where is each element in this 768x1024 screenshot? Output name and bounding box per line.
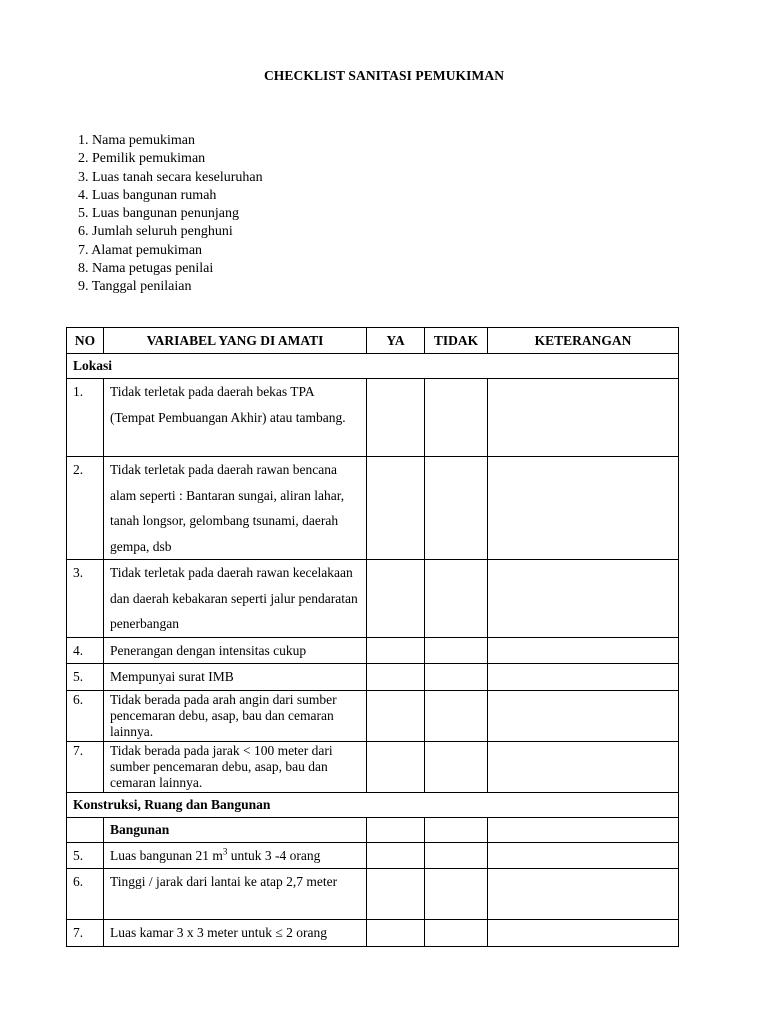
tidak-cell[interactable] [425,637,488,664]
row-variable: Tidak berada pada jarak < 100 meter dari sumber pencemaran debu, asap, bau dan cemaran lainnya. [104,741,367,792]
tidak-cell[interactable] [425,842,488,869]
info-item: 5. Luas bangunan penunjang [78,206,239,222]
info-list [78,132,263,297]
ya-cell[interactable] [367,457,425,560]
info-item: 7. Alamat pemukiman [78,242,203,258]
tidak-cell[interactable] [425,920,488,947]
keterangan-cell[interactable] [488,664,679,691]
row-number [67,817,104,842]
row-variable: Tinggi / jarak dari lantai ke atap 2,7 meter [104,869,367,920]
ya-cell[interactable] [367,664,425,691]
row-number: 3. [67,560,104,638]
ya-cell[interactable] [367,379,425,457]
ya-cell[interactable] [367,842,425,869]
row-variable: Tidak berada pada arah angin dari sumber pencemaran debu, asap, bau dan cemaran lainnya. [104,690,367,741]
table-row [67,457,679,560]
tidak-cell[interactable] [425,664,488,691]
section-row-lokasi [67,354,679,379]
tidak-cell[interactable] [425,869,488,920]
table-row [67,560,679,638]
info-item: 9. Tanggal penilaian [78,279,192,295]
ya-cell[interactable] [367,920,425,947]
ya-cell[interactable] [367,869,425,920]
row-variable: Mempunyai surat IMB [104,664,367,691]
tidak-cell[interactable] [425,457,488,560]
table-row [67,664,679,691]
table-row [67,869,679,920]
tidak-cell[interactable] [425,379,488,457]
info-item: 1. Nama pemukiman [78,133,196,148]
row-number: 2. [67,457,104,560]
table-row [67,741,679,792]
subsection-row-bangunan [67,817,679,842]
table-row [67,637,679,664]
header-keterangan: KETERANGAN [488,328,679,354]
row-number: 6. [67,869,104,920]
table-row [67,842,679,869]
keterangan-cell[interactable] [488,637,679,664]
row-variable-text: untuk 3 -4 orang [227,847,321,863]
table-row [67,920,679,947]
section-row-konstruksi [67,792,679,817]
row-variable-text: Luas bangunan 21 m [110,847,223,863]
keterangan-cell[interactable] [488,741,679,792]
row-number: 4. [67,637,104,664]
info-item: 6. Jumlah seluruh penghuni [78,224,233,240]
superscript: 3 [222,846,228,856]
ya-cell[interactable] [367,637,425,664]
table-row [67,690,679,741]
ya-cell[interactable] [367,817,425,842]
row-number: 5. [67,664,104,691]
keterangan-cell[interactable] [488,817,679,842]
row-variable: Tidak terletak pada daerah rawan bencana alam seperti : Bantaran sungai, aliran lahar, tanah longsor, gelombang tsunami, daerah gempa, dsb [104,457,367,560]
info-item: 8. Nama petugas penilai [78,261,214,277]
row-number: 7. [67,920,104,947]
row-variable: Tidak terletak pada daerah bekas TPA (Tempat Pembuangan Akhir) atau tambang. [104,379,367,457]
ya-cell[interactable] [367,690,425,741]
info-item: 4. Luas bangunan rumah [78,187,217,203]
row-variable [104,842,367,869]
header-tidak: TIDAK [425,328,488,354]
header-no: NO [67,328,104,354]
tidak-cell[interactable] [425,690,488,741]
section-label: Konstruksi, Ruang dan Bangunan [67,792,679,817]
row-number: 7. [67,741,104,792]
table-row [67,379,679,457]
header-variable: VARIABEL YANG DI AMATI [104,328,367,354]
table-header-row [67,328,679,354]
ya-cell[interactable] [367,560,425,638]
checklist-table [66,327,679,947]
tidak-cell[interactable] [425,817,488,842]
document-title: CHECKLIST SANITASI PEMUKIMAN [263,68,505,83]
row-number: 1. [67,379,104,457]
keterangan-cell[interactable] [488,560,679,638]
keterangan-cell[interactable] [488,842,679,869]
section-label: Lokasi [67,354,679,379]
header-ya: YA [367,328,425,354]
info-item: 2. Pemilik pemukiman [78,151,206,167]
tidak-cell[interactable] [425,741,488,792]
subsection-label: Bangunan [104,817,367,842]
tidak-cell[interactable] [425,560,488,638]
row-variable: Penerangan dengan intensitas cukup [104,637,367,664]
row-number: 6. [67,690,104,741]
info-item: 3. Luas tanah secara keseluruhan [78,169,263,185]
keterangan-cell[interactable] [488,869,679,920]
keterangan-cell[interactable] [488,690,679,741]
row-variable: Luas kamar 3 x 3 meter untuk ≤ 2 orang [104,920,367,947]
keterangan-cell[interactable] [488,920,679,947]
row-number: 5. [67,842,104,869]
keterangan-cell[interactable] [488,457,679,560]
ya-cell[interactable] [367,741,425,792]
keterangan-cell[interactable] [488,379,679,457]
row-variable: Tidak terletak pada daerah rawan kecelakaan dan daerah kebakaran seperti jalur pendaratan penerbangan [104,560,367,638]
